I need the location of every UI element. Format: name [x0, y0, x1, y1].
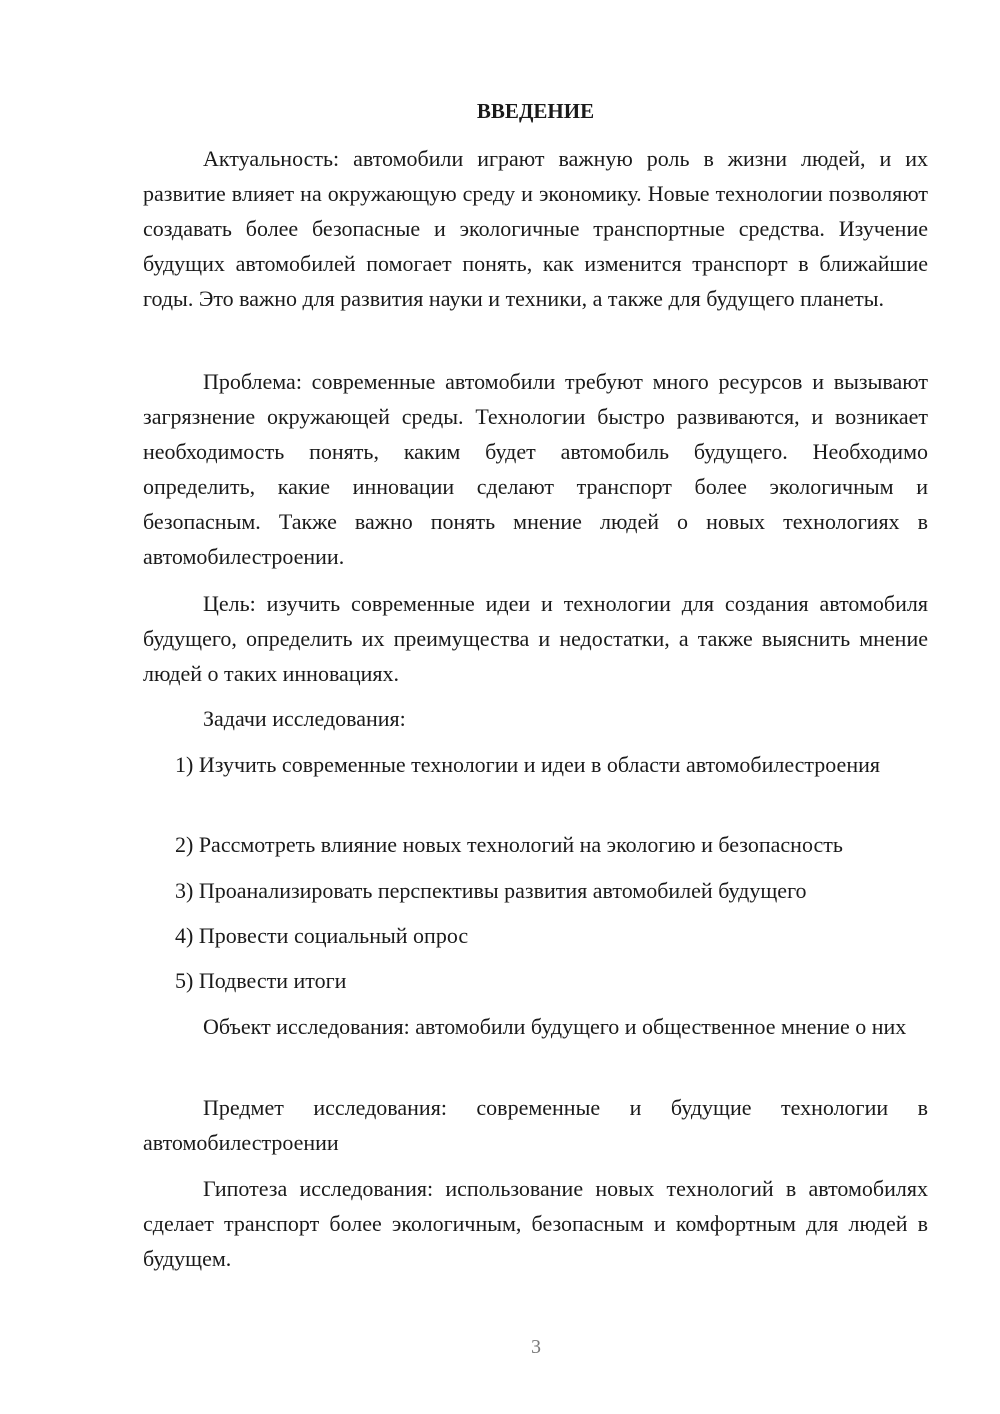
tasks-heading: Задачи исследования: [203, 706, 406, 731]
task-item-4: 4) Провести социальный опрос [175, 923, 469, 948]
task-item-2: 2) Рассмотреть влияние новых технологий на экологию и безопасность [175, 832, 843, 857]
task-item-5: 5) Подвести итоги [175, 968, 347, 993]
goal-paragraph: Цель: изучить современные идеи и технологии для создания автомобиля будущего, определить их преимущества и недостатки, а также выяснить мнение людей о таких инновациях. [143, 591, 928, 686]
object-paragraph: Объект исследования: автомобили будущего и общественное мнение о них [203, 1014, 907, 1039]
task-item-1: 1) Изучить современные технологии и идеи в области автомобилестроения [175, 752, 880, 777]
hypothesis-paragraph: Гипотеза исследования: использование новых технологий в автомобилях сделает транспорт более экологичным, безопасным и комфортным для людей в будущем. [143, 1176, 928, 1271]
relevance-paragraph: Актуальность: автомобили играют важную роль в жизни людей, и их развитие влияет на окружающую среду и экономику. Новые технологии позволяют создавать более безопасные и экологичные транспортные средства. Изучение будущих автомобилей помогает понять, как изменится транспорт в ближайшие годы. Это важно для развития науки и техники, а также для будущего планеты. [143, 146, 928, 311]
page-title: ВВЕДЕНИЕ [476, 99, 595, 123]
page-number: 3 [531, 1336, 541, 1358]
subject-paragraph: Предмет исследования: современные и будущие технологии в автомобилестроении [143, 1095, 928, 1155]
problem-paragraph: Проблема: современные автомобили требуют много ресурсов и вызывают загрязнение окружающей среды. Технологии быстро развиваются, и возникает необходимость понять, каким будет автомобиль будущего. Необходимо определить, какие инновации сделают транспорт более экологичным и безопасным. Также важно понять мнение людей о новых технологиях в автомобилестроении. [143, 369, 928, 569]
task-item-3: 3) Проанализировать перспективы развития автомобилей будущего [175, 878, 807, 903]
